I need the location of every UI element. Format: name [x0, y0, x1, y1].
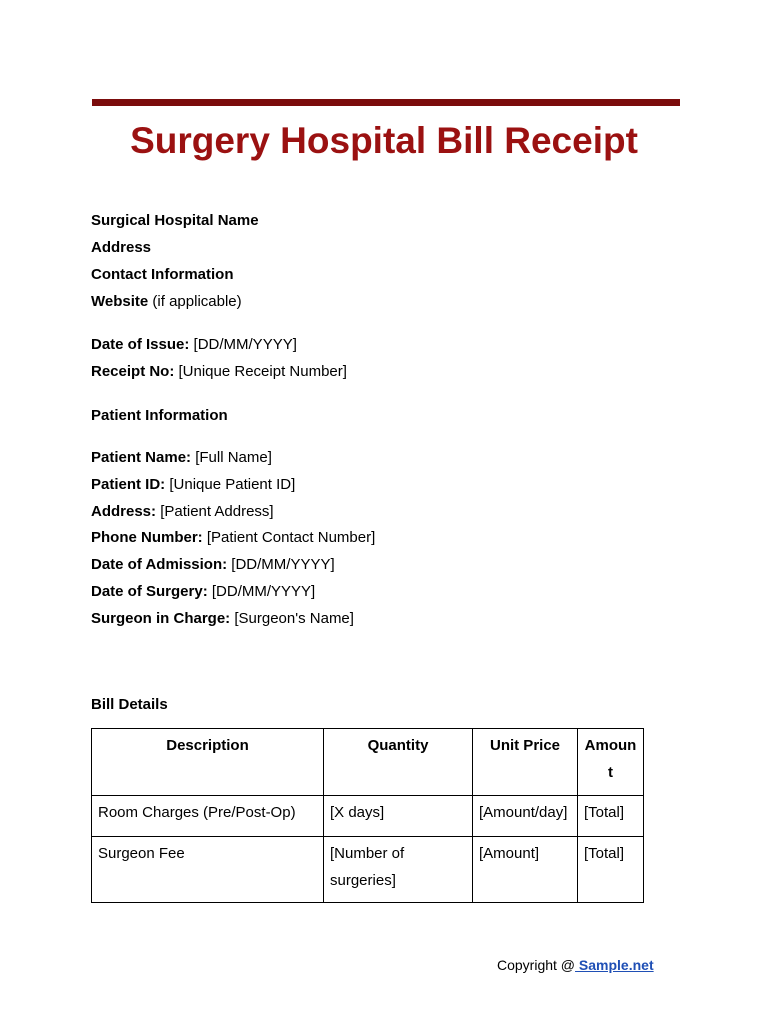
patient-field-label: Surgeon in Charge:	[91, 610, 231, 627]
patient-field	[91, 555, 335, 575]
patient-field	[91, 502, 274, 522]
header-description: Description	[92, 729, 324, 796]
patient-field-value: [Surgeon's Name]	[230, 610, 354, 627]
cell-unit-price: [Amount]	[473, 837, 578, 903]
bill-table	[91, 728, 644, 903]
patient-field-label: Date of Surgery:	[91, 583, 208, 600]
receipt-number-label: Receipt No:	[91, 363, 175, 380]
cell-amount: [Total]	[578, 796, 644, 837]
patient-field	[91, 528, 375, 548]
hospital-address-label: Address	[91, 239, 152, 256]
cell-description: Room Charges (Pre/Post-Op)	[92, 796, 324, 837]
cell-unit-price: [Amount/day]	[473, 796, 578, 837]
cell-quantity: [Number of surgeries]	[324, 837, 473, 903]
patient-field	[91, 448, 272, 468]
header-amount: Amount	[578, 729, 644, 796]
date-of-issue-line	[91, 335, 297, 355]
patient-field	[91, 582, 315, 602]
patient-field-value: [DD/MM/YYYY]	[207, 583, 316, 600]
patient-field-label: Address:	[91, 503, 157, 520]
patient-field-value: [DD/MM/YYYY]	[227, 556, 335, 573]
bill-section-title: Bill Details	[91, 696, 168, 713]
cell-amount: [Total]	[578, 837, 644, 903]
patient-field	[91, 609, 354, 629]
hospital-name-label: Surgical Hospital Name	[91, 212, 259, 229]
cell-description: Surgeon Fee	[92, 837, 324, 903]
patient-field-value: [Patient Contact Number]	[202, 529, 376, 546]
receipt-number-value: [Unique Receipt Number]	[174, 363, 347, 380]
table-row	[92, 796, 644, 837]
patient-field-label: Date of Admission:	[91, 556, 228, 573]
document-title: Surgery Hospital Bill Receipt	[130, 120, 638, 161]
copyright-text: Copyright @	[497, 957, 576, 973]
patient-field-value: [Unique Patient ID]	[165, 476, 296, 493]
patient-field-label: Phone Number:	[91, 529, 203, 546]
sample-net-link[interactable]: Sample.net	[575, 957, 654, 973]
copyright-footer	[497, 957, 654, 973]
patient-field-value: [Patient Address]	[156, 503, 274, 520]
date-of-issue-value: [DD/MM/YYYY]	[189, 336, 297, 353]
table-header-row	[92, 729, 644, 796]
website-note: (if applicable)	[148, 293, 242, 310]
header-quantity: Quantity	[324, 729, 473, 796]
patient-field-label: Patient ID:	[91, 476, 166, 493]
header-rule	[92, 99, 680, 106]
receipt-number-line	[91, 362, 347, 382]
cell-quantity: [X days]	[324, 796, 473, 837]
hospital-contact-label: Contact Information	[91, 266, 234, 283]
hospital-website-line	[91, 292, 242, 312]
patient-field-value: [Full Name]	[191, 449, 272, 466]
patient-field	[91, 475, 295, 495]
patient-field-label: Patient Name:	[91, 449, 192, 466]
date-of-issue-label: Date of Issue:	[91, 336, 190, 353]
header-unit-price: Unit Price	[473, 729, 578, 796]
website-label: Website	[91, 293, 149, 310]
patient-section-title: Patient Information	[91, 407, 228, 424]
table-row	[92, 837, 644, 903]
